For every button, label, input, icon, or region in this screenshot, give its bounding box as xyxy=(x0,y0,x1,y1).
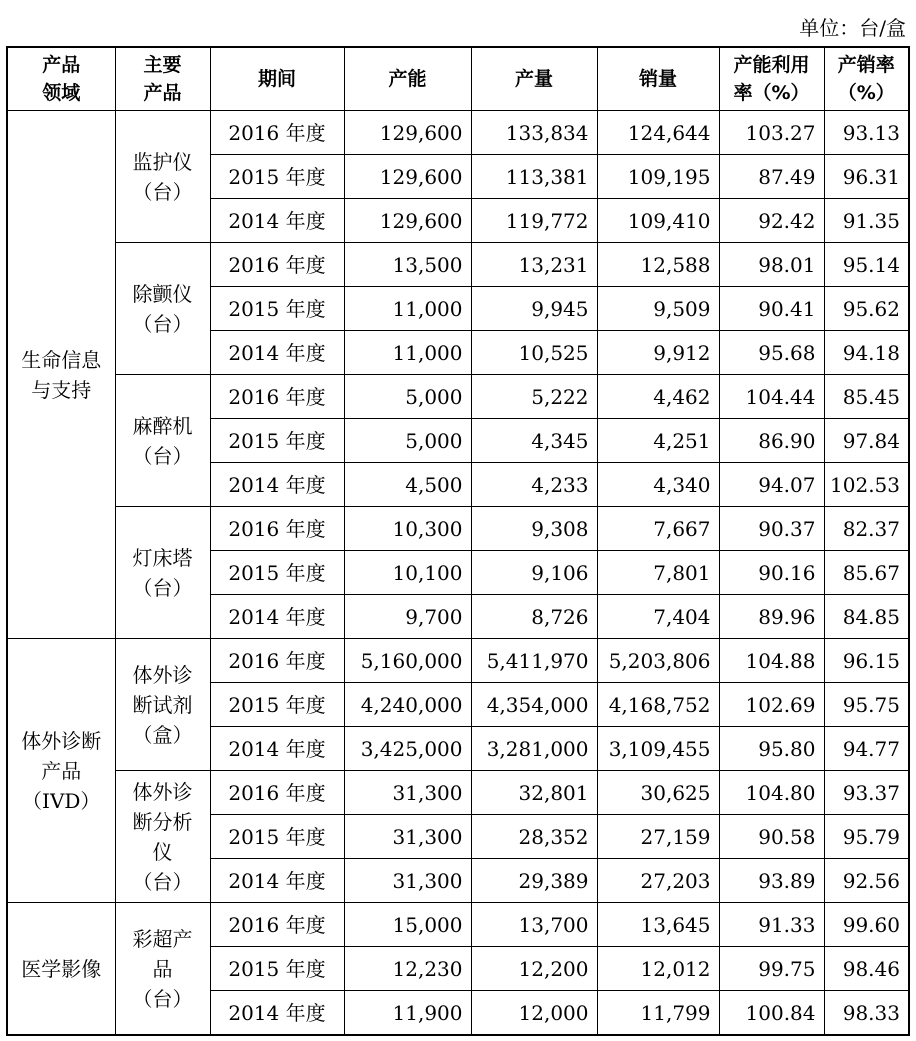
utilization-cell: 104.88 xyxy=(719,639,824,683)
sales-cell: 13,645 xyxy=(597,903,719,947)
utilization-cell: 90.58 xyxy=(719,815,824,859)
header-period: 期间 xyxy=(210,47,344,111)
output-cell: 133,834 xyxy=(471,111,597,155)
utilization-cell: 98.01 xyxy=(719,243,824,287)
period-cell: 2015 年度 xyxy=(210,419,344,463)
table-row xyxy=(7,639,909,683)
capacity-cell: 5,160,000 xyxy=(344,639,471,683)
sales-cell: 12,012 xyxy=(597,947,719,991)
sell-through-cell: 98.33 xyxy=(824,991,909,1036)
period-cell: 2014 年度 xyxy=(210,859,344,903)
period-cell: 2015 年度 xyxy=(210,683,344,727)
sales-cell: 27,159 xyxy=(597,815,719,859)
sales-cell: 9,509 xyxy=(597,287,719,331)
utilization-cell: 100.84 xyxy=(719,991,824,1036)
capacity-cell: 4,500 xyxy=(344,463,471,507)
sell-through-cell: 95.79 xyxy=(824,815,909,859)
sales-cell: 27,203 xyxy=(597,859,719,903)
sell-through-cell: 94.18 xyxy=(824,331,909,375)
sales-cell: 7,404 xyxy=(597,595,719,639)
header-capacity: 产能 xyxy=(344,47,471,111)
table-row xyxy=(7,903,909,947)
table-body xyxy=(7,111,909,1036)
utilization-cell: 90.41 xyxy=(719,287,824,331)
sell-through-cell: 84.85 xyxy=(824,595,909,639)
sell-through-cell: 94.77 xyxy=(824,727,909,771)
output-cell: 28,352 xyxy=(471,815,597,859)
product-field-cell: 体外诊断 产品 （IVD） xyxy=(7,639,115,903)
main-product-cell: 除颤仪 （台） xyxy=(115,243,210,375)
sales-cell: 5,203,806 xyxy=(597,639,719,683)
sell-through-cell: 99.60 xyxy=(824,903,909,947)
utilization-cell: 104.44 xyxy=(719,375,824,419)
utilization-cell: 89.96 xyxy=(719,595,824,639)
utilization-cell: 90.37 xyxy=(719,507,824,551)
capacity-cell: 3,425,000 xyxy=(344,727,471,771)
sell-through-cell: 95.62 xyxy=(824,287,909,331)
period-cell: 2016 年度 xyxy=(210,243,344,287)
period-cell: 2014 年度 xyxy=(210,331,344,375)
utilization-cell: 90.16 xyxy=(719,551,824,595)
sales-cell: 12,588 xyxy=(597,243,719,287)
sales-cell: 124,644 xyxy=(597,111,719,155)
header-utilization: 产能利用 率（%） xyxy=(719,47,824,111)
sell-through-cell: 102.53 xyxy=(824,463,909,507)
capacity-cell: 31,300 xyxy=(344,815,471,859)
period-cell: 2016 年度 xyxy=(210,375,344,419)
capacity-cell: 4,240,000 xyxy=(344,683,471,727)
output-cell: 10,525 xyxy=(471,331,597,375)
output-cell: 5,411,970 xyxy=(471,639,597,683)
period-cell: 2015 年度 xyxy=(210,287,344,331)
output-cell: 9,106 xyxy=(471,551,597,595)
capacity-cell: 11,000 xyxy=(344,287,471,331)
product-field-cell: 医学影像 xyxy=(7,903,115,1036)
period-cell: 2016 年度 xyxy=(210,639,344,683)
capacity-cell: 9,700 xyxy=(344,595,471,639)
sell-through-cell: 91.35 xyxy=(824,199,909,243)
table-row xyxy=(7,771,909,815)
capacity-cell: 13,500 xyxy=(344,243,471,287)
utilization-cell: 99.75 xyxy=(719,947,824,991)
sell-through-cell: 82.37 xyxy=(824,507,909,551)
utilization-cell: 93.89 xyxy=(719,859,824,903)
output-cell: 3,281,000 xyxy=(471,727,597,771)
main-product-cell: 体外诊 断分析 仪 （台） xyxy=(115,771,210,903)
sell-through-cell: 95.14 xyxy=(824,243,909,287)
capacity-cell: 12,230 xyxy=(344,947,471,991)
table-row xyxy=(7,375,909,419)
period-cell: 2016 年度 xyxy=(210,903,344,947)
header-output: 产量 xyxy=(471,47,597,111)
capacity-cell: 129,600 xyxy=(344,199,471,243)
table-row xyxy=(7,507,909,551)
period-cell: 2016 年度 xyxy=(210,111,344,155)
capacity-cell: 31,300 xyxy=(344,771,471,815)
utilization-cell: 94.07 xyxy=(719,463,824,507)
output-cell: 4,354,000 xyxy=(471,683,597,727)
sales-cell: 9,912 xyxy=(597,331,719,375)
product-field-cell: 生命信息 与支持 xyxy=(7,111,115,639)
sales-cell: 11,799 xyxy=(597,991,719,1036)
utilization-cell: 87.49 xyxy=(719,155,824,199)
sales-cell: 109,410 xyxy=(597,199,719,243)
sell-through-cell: 95.75 xyxy=(824,683,909,727)
capacity-cell: 129,600 xyxy=(344,111,471,155)
output-cell: 12,000 xyxy=(471,991,597,1036)
sales-cell: 30,625 xyxy=(597,771,719,815)
utilization-cell: 103.27 xyxy=(719,111,824,155)
sell-through-cell: 93.37 xyxy=(824,771,909,815)
sales-cell: 4,251 xyxy=(597,419,719,463)
capacity-cell: 129,600 xyxy=(344,155,471,199)
period-cell: 2015 年度 xyxy=(210,155,344,199)
sales-cell: 7,801 xyxy=(597,551,719,595)
period-cell: 2015 年度 xyxy=(210,947,344,991)
output-cell: 32,801 xyxy=(471,771,597,815)
capacity-cell: 31,300 xyxy=(344,859,471,903)
output-cell: 13,231 xyxy=(471,243,597,287)
period-cell: 2016 年度 xyxy=(210,771,344,815)
output-cell: 9,945 xyxy=(471,287,597,331)
sell-through-cell: 85.45 xyxy=(824,375,909,419)
main-product-cell: 体外诊 断试剂 （盒） xyxy=(115,639,210,771)
output-cell: 9,308 xyxy=(471,507,597,551)
sales-cell: 109,195 xyxy=(597,155,719,199)
output-cell: 29,389 xyxy=(471,859,597,903)
output-cell: 12,200 xyxy=(471,947,597,991)
header-field: 产品 领域 xyxy=(7,47,115,111)
capacity-cell: 10,300 xyxy=(344,507,471,551)
output-cell: 113,381 xyxy=(471,155,597,199)
capacity-cell: 5,000 xyxy=(344,419,471,463)
output-cell: 119,772 xyxy=(471,199,597,243)
utilization-cell: 95.80 xyxy=(719,727,824,771)
sell-through-cell: 96.15 xyxy=(824,639,909,683)
main-product-cell: 麻醉机 （台） xyxy=(115,375,210,507)
header-sell-through: 产销率 （%） xyxy=(824,47,909,111)
main-product-cell: 灯床塔 （台） xyxy=(115,507,210,639)
capacity-cell: 10,100 xyxy=(344,551,471,595)
sell-through-cell: 97.84 xyxy=(824,419,909,463)
output-cell: 5,222 xyxy=(471,375,597,419)
sell-through-cell: 98.46 xyxy=(824,947,909,991)
period-cell: 2016 年度 xyxy=(210,507,344,551)
utilization-cell: 102.69 xyxy=(719,683,824,727)
capacity-cell: 11,900 xyxy=(344,991,471,1036)
sell-through-cell: 85.67 xyxy=(824,551,909,595)
header-row xyxy=(7,47,909,111)
utilization-cell: 104.80 xyxy=(719,771,824,815)
output-cell: 4,233 xyxy=(471,463,597,507)
period-cell: 2015 年度 xyxy=(210,815,344,859)
sales-cell: 4,340 xyxy=(597,463,719,507)
output-cell: 13,700 xyxy=(471,903,597,947)
period-cell: 2014 年度 xyxy=(210,727,344,771)
unit-label: 单位：台/盒 xyxy=(799,16,906,40)
capacity-output-sales-table xyxy=(6,46,910,1036)
sell-through-cell: 92.56 xyxy=(824,859,909,903)
utilization-cell: 91.33 xyxy=(719,903,824,947)
utilization-cell: 92.42 xyxy=(719,199,824,243)
sales-cell: 7,667 xyxy=(597,507,719,551)
table-row xyxy=(7,243,909,287)
output-cell: 8,726 xyxy=(471,595,597,639)
sell-through-cell: 93.13 xyxy=(824,111,909,155)
utilization-cell: 86.90 xyxy=(719,419,824,463)
sales-cell: 4,462 xyxy=(597,375,719,419)
period-cell: 2014 年度 xyxy=(210,463,344,507)
period-cell: 2014 年度 xyxy=(210,595,344,639)
utilization-cell: 95.68 xyxy=(719,331,824,375)
table-row xyxy=(7,111,909,155)
period-cell: 2015 年度 xyxy=(210,551,344,595)
period-cell: 2014 年度 xyxy=(210,991,344,1036)
capacity-cell: 15,000 xyxy=(344,903,471,947)
capacity-cell: 11,000 xyxy=(344,331,471,375)
period-cell: 2014 年度 xyxy=(210,199,344,243)
header-sales: 销量 xyxy=(597,47,719,111)
main-product-cell: 彩超产 品 （台） xyxy=(115,903,210,1036)
output-cell: 4,345 xyxy=(471,419,597,463)
header-product: 主要 产品 xyxy=(115,47,210,111)
main-product-cell: 监护仪 （台） xyxy=(115,111,210,243)
sell-through-cell: 96.31 xyxy=(824,155,909,199)
sales-cell: 4,168,752 xyxy=(597,683,719,727)
sales-cell: 3,109,455 xyxy=(597,727,719,771)
capacity-cell: 5,000 xyxy=(344,375,471,419)
